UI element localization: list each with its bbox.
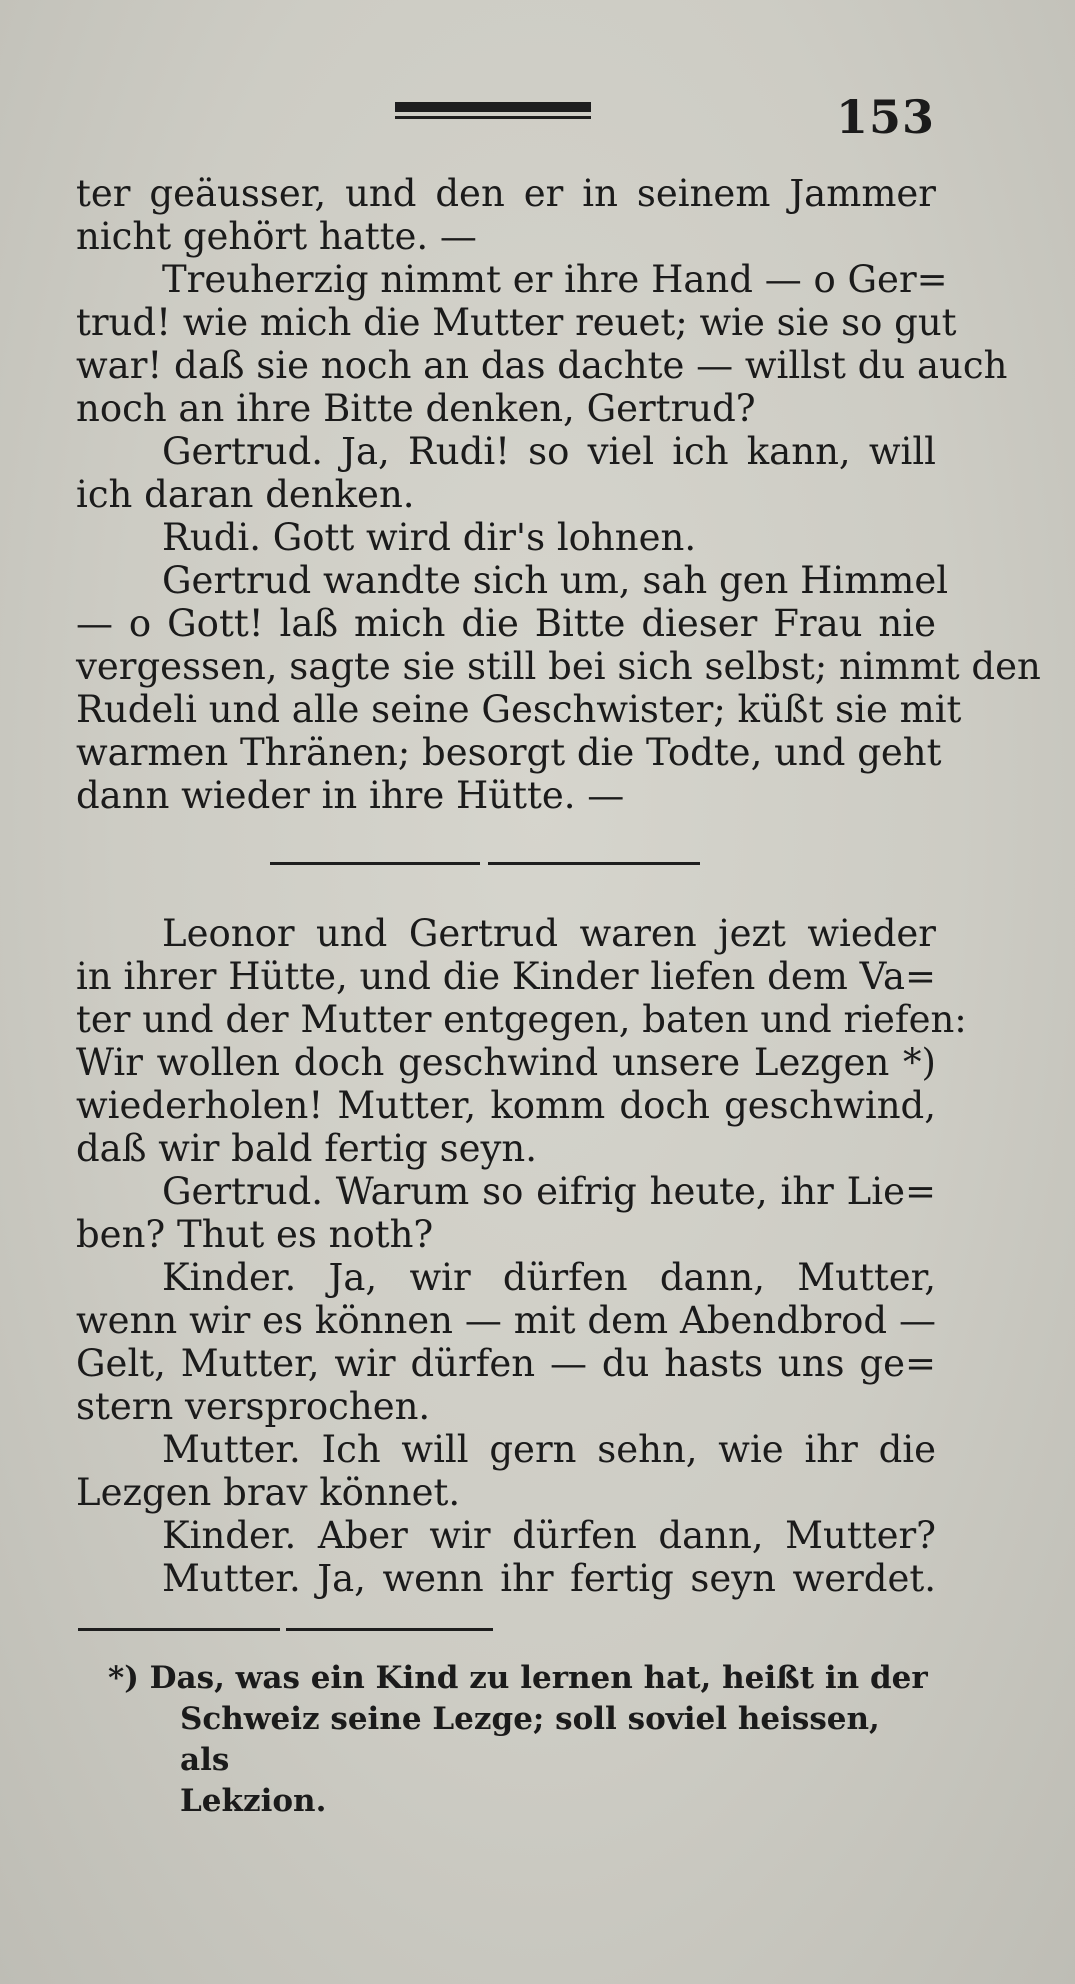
text-line: nicht gehört hatte. — <box>76 215 477 258</box>
text-line: Gertrud. Warum so eifrig heute, ihr Lie= <box>162 1170 936 1213</box>
text-line: Gelt, Mutter, wir dürfen — du hasts uns ge= <box>76 1342 936 1385</box>
footnote-divider <box>78 1628 493 1632</box>
section-divider <box>270 862 700 866</box>
footnote <box>108 1658 938 1822</box>
text-line: ben? Thut es noth? <box>76 1213 434 1256</box>
text-line: Mutter. Ich will gern sehn, wie ihr die <box>162 1428 936 1471</box>
text-line: Treuherzig nimmt er ihre Hand — o Ger= <box>162 258 948 301</box>
text-line: Wir wollen doch geschwind unsere Lezgen *) <box>76 1041 936 1084</box>
footnote-line: *) Das, was ein Kind zu lernen hat, heißt in der <box>108 1660 928 1696</box>
divider-segment <box>488 862 700 865</box>
body-text <box>76 172 1041 1600</box>
text-line: ich daran denken. <box>76 473 415 516</box>
text-line: dann wieder in ihre Hütte. — <box>76 774 625 817</box>
footnote-line: Schweiz seine Lezge; soll soviel heissen, als <box>180 1701 880 1778</box>
text-line: ter und der Mutter entgegen, baten und riefen: <box>76 998 967 1041</box>
text-line: wiederholen! Mutter, komm doch geschwind, <box>76 1084 936 1127</box>
text-line: ter geäusser, und den er in seinem Jammer <box>76 172 936 215</box>
text-line: vergessen, sagte sie still bei sich selbst; nimmt den <box>76 645 1041 688</box>
text-line: Kinder. Ja, wir dürfen dann, Mutter, <box>162 1256 936 1299</box>
text-line: Rudeli und alle seine Geschwister; küßt sie mit <box>76 688 962 731</box>
footnote-line: Lekzion. <box>180 1783 327 1819</box>
text-line: Mutter. Ja, wenn ihr fertig seyn werdet. <box>162 1557 936 1600</box>
page-header <box>0 88 1075 148</box>
text-line: daß wir bald fertig seyn. <box>76 1127 538 1170</box>
header-rule <box>395 102 591 112</box>
text-line: stern versprochen. <box>76 1385 431 1428</box>
text-line: Gertrud. Ja, Rudi! so viel ich kann, will <box>162 430 936 473</box>
text-line: warmen Thränen; besorgt die Todte, und geht <box>76 731 942 774</box>
page-number: 153 <box>835 90 935 144</box>
text-line: noch an ihre Bitte denken, Gertrud? <box>76 387 756 430</box>
divider-segment <box>270 862 480 865</box>
text-line: — o Gott! laß mich die Bitte dieser Frau nie <box>76 602 936 645</box>
text-line: Lezgen brav könnet. <box>76 1471 461 1514</box>
text-line: wenn wir es können — mit dem Abendbrod — <box>76 1299 936 1342</box>
text-line: Gertrud wandte sich um, sah gen Himmel <box>162 559 949 602</box>
text-line: war! daß sie noch an das dachte — willst du auch <box>76 344 1008 387</box>
text-line: in ihrer Hütte, und die Kinder liefen dem Va= <box>76 955 936 998</box>
divider-segment <box>286 1628 493 1631</box>
text-line: Leonor und Gertrud waren jezt wieder <box>162 912 936 955</box>
divider-segment <box>78 1628 280 1631</box>
text-line: Rudi. Gott wird dir's lohnen. <box>162 516 697 559</box>
text-line: trud! wie mich die Mutter reuet; wie sie so gut <box>76 301 957 344</box>
text-line: Kinder. Aber wir dürfen dann, Mutter? <box>162 1514 936 1557</box>
